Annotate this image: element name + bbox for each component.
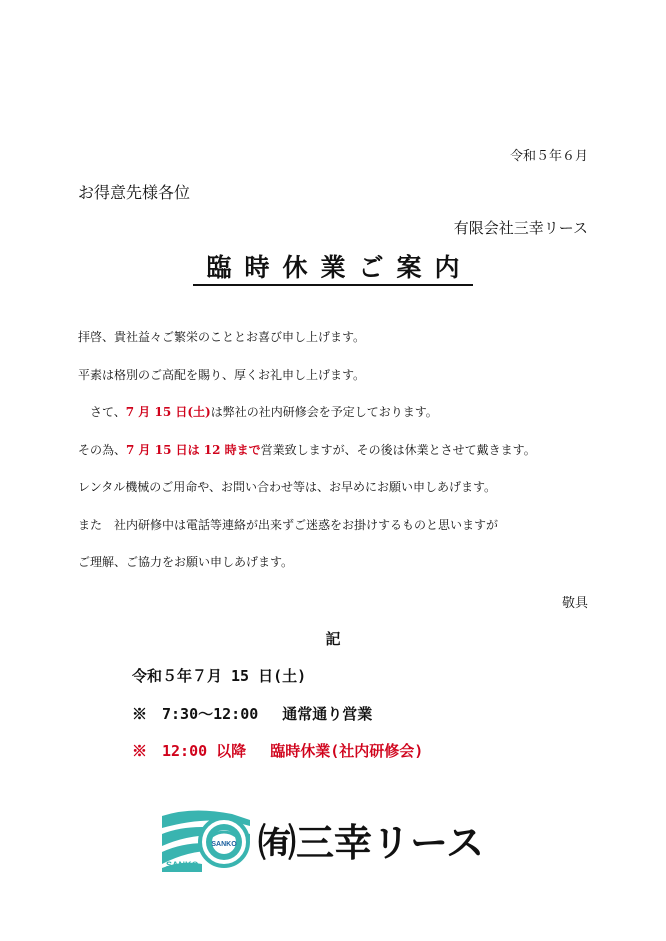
- corner-label: SANKO: [166, 860, 199, 870]
- body-line-6: また 社内研修中は電話等連絡が出来ずご迷惑をお掛けするものと思いますが: [78, 518, 499, 532]
- details-date: 令和５年７月 15 日(土): [132, 667, 307, 685]
- body-line-4: [78, 441, 536, 458]
- body-line-5: レンタル機械のご用命や、お問い合わせ等は、お早めにお願い申しあげます。: [78, 480, 497, 494]
- details-heading: 記: [325, 630, 341, 648]
- body-line-2: 平素は格別のご高配を賜り、厚くお礼申し上げます。: [78, 368, 366, 382]
- page-title-text: 臨時休業ご案内: [193, 253, 472, 286]
- body-line-4-prefix: その為、: [78, 443, 127, 457]
- body-line-1: 拝啓、貴社益々ご繁栄のこととお喜び申し上げます。: [78, 330, 366, 344]
- company-logo: [162, 806, 512, 872]
- body-line-3-suffix: は弊社の社内研修会を予定しております。: [210, 405, 438, 419]
- body-line-4-suffix: 営業致しますが、その後は休業とさせて戴きます。: [260, 443, 536, 457]
- details-normal-hours: ※ 7:30〜12:00 通常通り営業: [132, 705, 373, 723]
- details-closed-hours: ※ 12:00 以降 臨時休業(社内研修会): [132, 742, 424, 760]
- logo-company-name: ㈲三幸リース: [258, 821, 485, 865]
- closing-phrase: 敬具: [561, 596, 588, 611]
- hours-highlight: 7 月 15 日は 12 時まで: [126, 443, 261, 457]
- company-logo-graphic: [162, 806, 512, 872]
- document-date: 令和５年６月: [509, 149, 588, 164]
- page-title: [0, 248, 666, 284]
- addressee: お得意先様各位: [78, 183, 191, 202]
- sender-company: 有限会社三幸リース: [453, 219, 588, 237]
- event-date-highlight: 7 月 15 日(土): [125, 405, 211, 419]
- body-line-3: [78, 403, 438, 420]
- body-line-3-prefix: さて、: [78, 405, 126, 419]
- emblem-label: SANKO: [211, 841, 237, 848]
- body-line-7: ご理解、ご協力をお願い申しあげます。: [78, 555, 294, 569]
